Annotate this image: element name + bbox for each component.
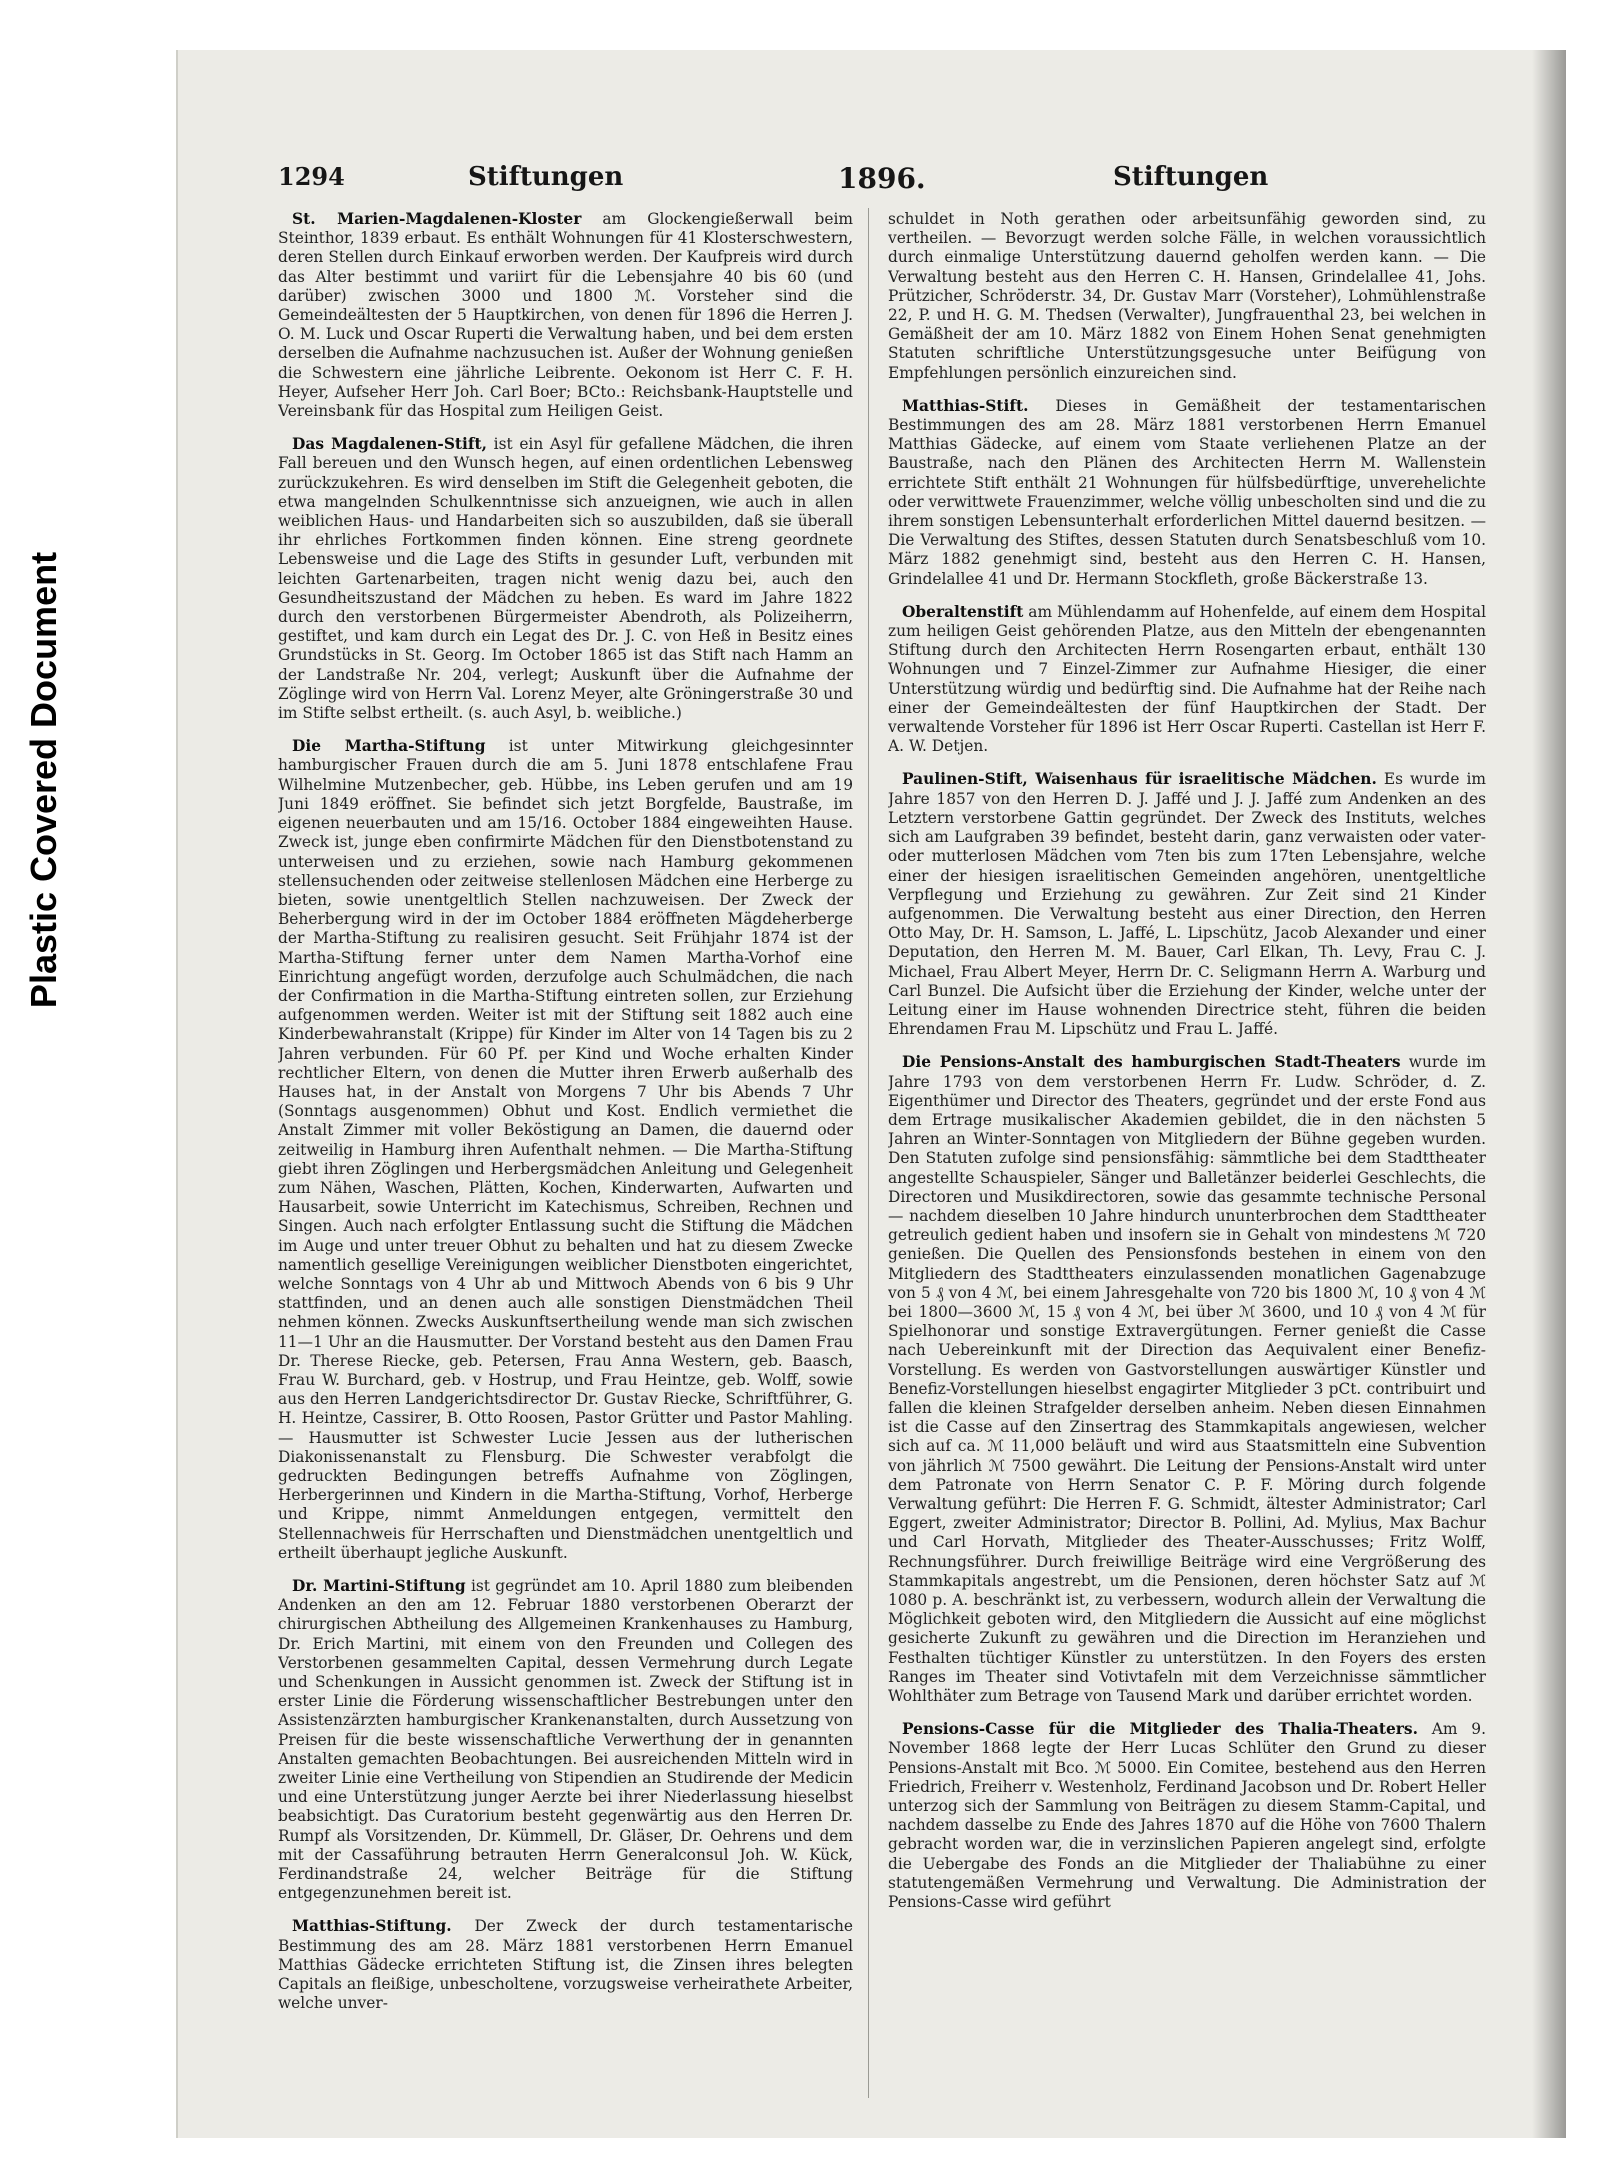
- entry-text: Am 9. November 1868 legte der Herr Lucas Schlüter den Grund zu dieser Pensions-Anstalt mit Bco. ℳ 5000. Ein Comitee, bestehend aus den Herren Friedrich, Freiherr v. Westenholz, Ferdinand Jacobson und Dr. Robert Heller unterzog sich der Sammlung von Beiträgen zu diesem Stamm-Capital, und nachdem dasselbe zu Ende des Jahres 1870 auf die Höhe von 7600 Thalern gebracht worden war, die in verzinslichen Papieren angelegt sind, erfolgte die Uebergabe des Fonds an die Mitglieder der Thaliabühne zu einer statutengemäßen Vermehrung und Verwaltung. Die Administration der Pensions-Casse wird geführt: [888, 1720, 1486, 1912]
- column-divider: [868, 208, 869, 2098]
- entry-title: Die Pensions-Anstalt des hamburgischen Stadt-Theaters: [902, 1053, 1401, 1072]
- running-title-left: Stiftungen: [468, 162, 624, 192]
- entry-text: Dieses in Gemäßheit der testamentarischen Bestimmungen des am 28. März 1881 verstorbenen Herrn Emanuel Matthias Gädecke, auf einem vom Staate verliehenen Platze an der Baustraße, nach den Plänen des Architecten Herrn M. Wallenstein errichtete Stift enthält 21 Wohnungen für hülfsbedürftige, unverehelichte oder verwittwete Frauenzimmer, welche völlig unbescholten sind und die zu ihrem sonstigen Lebensunterhalt erforderlichen Mittel dauernd besitzen. — Die Verwaltung des Stiftes, dessen Statuten durch Senatsbeschluß vom 10. März 1882 genehmigt sind, besteht aus den Herren C. H. Hansen, Grindelallee 41 und Dr. Hermann Stockfleth, große Bäckerstraße 13.: [888, 396, 1486, 588]
- entry-title: Dr. Martini-Stiftung: [292, 1577, 466, 1596]
- entry-title: Paulinen-Stift, Waisenhaus für israelitische Mädchen.: [902, 770, 1377, 789]
- entry-paulinen-stift: [888, 770, 1486, 1039]
- entry-pensions-anstalt-stadt-theater: [888, 1053, 1486, 1706]
- entry-pensions-casse-thalia-theater: [888, 1720, 1486, 1912]
- entry-text: ist unter Mitwirkung gleichgesinnter hamburgischer Frauen durch die am 5. Juni 1878 entschlafene Frau Wilhelmine Mutzenbecher, geb. Hübbe, ins Leben gerufen und am 19 Juni 1849 eröffnet. Sie befindet sich jetzt Borgfelde, Baustraße, im eigenen neuerbauten und am 15/16. October 1884 eingeweihten Hause. Zweck ist, junge eben confirmirte Mädchen für den Dienstbotenstand zu unterweisen und zu erziehen, sowie nach Hamburg gekommenen stellensuchenden oder zeitweise stellenlosen Mädchen eine Herberge zu bieten, sowie unentgeltlich Stellen nachzuweisen. Der Zweck der Beherbergung wird in der im October 1884 eröffneten Mägdeherberge der Martha-Stiftung zu realisiren gesucht. Seit Frühjahr 1874 ist der Martha-Stiftung ferner unter dem Namen Martha-Vorhof eine Einrichtung angefügt worden, derzufolge auch Schulmädchen, die nach der Confirmation in die Martha-Stiftung eintreten sollen, zur Erziehung aufgenommen werden. Weiter ist mit der Stiftung seit 1882 auch eine Kinderbewahranstalt (Krippe) für Kinder im Alter von 14 Tagen bis zu 2 Jahren verbunden. Für 60 Pf. per Kind und Woche erhalten Kinder rechtlicher Eltern, von denen die Mutter ihren Erwerb außerhalb des Hauses hat, in der Anstalt von Morgens 7 Uhr bis Abends 7 Uhr (Sonntags ausgenommen) Obhut und Kost. Endlich vermiethet die Anstalt Zimmer mit voller Beköstigung an Damen, die dauernd oder zeitweilig in Hamburg ihren Aufenthalt nehmen. — Die Martha-Stiftung giebt ihren Zöglingen und Herbergsmädchen Anleitung und Gelegenheit zum Nähen, Waschen, Plätten, Kochen, Kinderwarten, Aufwarten und Hausarbeit, sowie Unterricht im Katechismus, Schreiben, Rechnen und Singen. Auch nach erfolgter Entlassung sucht die Stiftung die Mädchen im Auge und unter treuer Obhut zu behalten und hat zu diesem Zwecke namentlich gesellige Vereinigungen weiblicher Dienstboten eingerichtet, welche Sonntags von 4 Uhr ab und Mittwoch Abends von 6 bis 9 Uhr stattfinden, und an denen auch alle sonstigen Dienstmädchen Theil nehmen können. Zwecks Auskunftsertheilung wende man sich zwischen 11—1 Uhr an die Hausmutter. Der Vorstand besteht aus den Damen Frau Dr. Therese Riecke, geb. Petersen, Frau Anna Western, geb. Baasch, Frau W. Burchard, geb. v Hostrup, und Frau Heintze, geb. Wolff, sowie aus den Herren Landgerichtsdirector Dr. Gustav Riecke, Schriftführer, G. H. Heintze, Cassirer, B. Otto Roosen, Pastor Grütter und Pastor Mahling. — Hausmutter ist Schwester Lucie Jessen aus der lutherischen Diakonissenanstalt zu Flensburg. Die Schwester verabfolgt die gedruckten Bedingungen betreffs Aufnahme von Zöglingen, Herbergerinnen und Kindern in die Martha-Stiftung, Vorhof, Herberge und Krippe, nimmt Anmeldungen entgegen, vermittelt den Stellennachweis für Herrschaften und Dienstmädchen unentgeltlich und ertheilt überhaupt jegliche Auskunft.: [278, 737, 853, 1562]
- entry-matthias-stiftung: [278, 1917, 853, 2013]
- entry-title: St. Marien-Magdalenen-Kloster: [292, 210, 582, 228]
- entry-text: am Glockengießerwall beim Steinthor, 1839 erbaut. Es enthält Wohnungen für 41 Klosterschwestern, deren Stellen durch Einkauf erworben werden. Der Kaufpreis wird durch das Alter bestimmt und variirt für die Lebensjahre 40 bis 60 (und darüber) zwischen 3000 und 1800 ℳ. Vorsteher sind die Gemeindeältesten der 5 Hauptkirchen, von denen für 1896 die Herren J. O. M. Luck und Oscar Ruperti die Verwaltung haben, und bei dem ersten derselben die Aufnahme nachzusuchen ist. Außer der Wohnung genießen die Schwestern eine jährliche Leibrente. Oekonom ist Herr C. F. H. Heyer, Aufseher Herr Joh. Carl Boer; BCto.: Reichsbank-Hauptstelle und Vereinsbank für das Hospital zum Heiligen Geist.: [278, 210, 853, 421]
- entry-text: ist ein Asyl für gefallene Mädchen, die ihren Fall bereuen und den Wunsch hegen, auf einen ordentlichen Lebensweg zurückzukehren. Es wird denselben im Stift die Gelegenheit geboten, die etwa mangelnden Schulkenntnisse sich anzueignen, wie auch in allen weiblichen Haus- und Handarbeiten sich so auszubilden, daß sie überall ihr ehrliches Fortkommen finden können. Eine streng geordnete Lebensweise und die Lage des Stifts in gesunder Luft, verbunden mit leichten Gartenarbeiten, tragen nicht wenig dazu bei, auch den Gesundheitszustand der Mädchen zu heben. Es ward im Jahre 1822 durch den verstorbenen Bürgermeister Abendroth, als Polizeiherrn, gestiftet, und kam durch ein Legat des Dr. J. C. von Heß in Besitz eines Grundstücks in St. Georg. Im October 1865 ist das Stift nach Hamm an der Landstraße Nr. 204, verlegt; Auskunft über die Aufnahme der Zöglinge wird von Herrn Val. Lorenz Meyer, alte Gröningerstraße 30 und im Stifte selbst ertheilt. (s. auch Asyl, b. weibliche.): [278, 435, 853, 723]
- entry-title: Die Martha-Stiftung: [292, 737, 486, 756]
- cover-label: Plastic Covered Document: [23, 551, 64, 1009]
- entry-marien-magdalenen-kloster: [278, 210, 853, 421]
- entry-matthias-stiftung-continued: [888, 210, 1486, 383]
- left-column: [278, 210, 853, 2095]
- entry-text: wurde im Jahre 1793 von dem verstorbenen Herrn Fr. Ludw. Schröder, d. Z. Eigenthümer und Director des Theaters, gegründet und der erste Fond aus dem Ertrage musikalischer Akademien gebildet, die in den nächsten 5 Jahren an Winter-Sonntagen von Mitgliedern der Bühne gegeben wurden. Den Statuten zufolge sind pensionsfähig: sämmtliche bei dem Stadttheater angestellte Schauspieler, Sänger und Balletänzer beiderlei Geschlechts, die Directoren und Musikdirectoren, sowie das gesammte technische Personal — nachdem dieselben 10 Jahre hindurch ununterbrochen dem Stadttheater getreulich gedient haben und insofern sie in Gehalt von mindestens ℳ 720 genießen. Die Quellen des Pensionsfonds bestehen in einem von den Mitgliedern des Stadttheaters einzulassenden monatlichen Gagenabzuge von 5 ₰ von 4 ℳ, bei einem Jahresgehalte von 720 bis 1800 ℳ, 10 ₰ von 4 ℳ bei 1800—3600 ℳ, 15 ₰ von 4 ℳ, bei über ℳ 3600, und 10 ₰ von 4 ℳ für Spielhonorar und sonstige Extravergütungen. Ferner genießt die Casse nach Uebereinkunft mit der Direction das Aequivalent einer Benefiz-Vorstellung. Es werden von Gastvorstellungen auswärtiger Künstler und Benefiz-Vorstellungen hieselbst engagirter Mitglieder 3 pCt. contribuirt und fallen die kleinen Strafgelder derselben anheim. Neben diesen Einnahmen ist die Casse auf den Zinsertrag des Stammkapitals angewiesen, welcher sich auf ca. ℳ 11,000 beläuft und wird aus Staatsmitteln eine Subvention von jährlich ℳ 7500 gewährt. Die Leitung der Pensions-Anstalt wird unter dem Patronate von Herrn Senator C. P. F. Möring durch folgende Verwaltung geführt: Die Herren F. G. Schmidt, ältester Administrator; Carl Eggert, zweiter Administrator; Director B. Pollini, Ad. Mylius, Max Bachur und Carl Horvath, Mitglieder des Theater-Ausschusses; Fritz Wolff, Rechnungsführer. Durch freiwillige Beiträge wird eine Vergrößerung des Stammkapitals angestrebt, um die Pensionen, deren höchster Satz auf ℳ 1080 p. A. beschränkt ist, zu verbessern, wodurch allein der Verwaltung die Möglichkeit geboten wird, den Mitgliedern die Aussicht auf eine möglichst gesicherte Zukunft zu gewähren und die Direction im Heranziehen und Festhalten tüchtiger Künstler zu unterstützen. In den Foyers des ersten Ranges im Theater sind Votivtafeln mit dem Verzeichnisse sämmtlicher Wohlthäter zum Betrage von Tausend Mark und darüber errichtet worden.: [888, 1053, 1486, 1706]
- right-column: [888, 210, 1486, 2110]
- entry-title: Matthias-Stift.: [902, 396, 1029, 415]
- entry-text: Es wurde im Jahre 1857 von den Herren D. J. Jaffé und J. J. Jaffé zum Andenken an des Letztern verstorbene Gattin gegründet. Der Zweck des Instituts, welches sich am Laufgraben 39 befindet, besteht darin, ganz verwaisten oder vater- oder mutterlosen Mädchen vom 7ten bis zum 17ten Lebensjahre, welche einer der hiesigen israelitischen Gemeinden angehören, unentgeltliche Verpflegung und Erziehung zu gewähren. Zur Zeit sind 21 Kinder aufgenommen. Die Verwaltung besteht aus einer Direction, den Herren Otto May, Dr. H. Samson, L. Jaffé, L. Lipschütz, Jacob Alexander und einer Deputation, den Herren M. M. Bauer, Carl Elkan, Th. Levy, Frau C. J. Michael, Frau Albert Meyer, Herrn Dr. C. Seligmann Herrn A. Warburg und Carl Bunzel. Die Aufsicht über die Erziehung der Kinder, welche unter der Leitung einer im Hause wohnenden Directrice steht, führen die beiden Ehrendamen Frau M. Lipschütz und Frau L. Jaffé.: [888, 770, 1486, 1039]
- document-page: [176, 50, 1566, 2138]
- running-title-right: Stiftungen: [1113, 162, 1269, 192]
- page-number: 1294: [278, 162, 345, 191]
- entry-title: Matthias-Stiftung.: [292, 1917, 452, 1936]
- year-heading: 1896.: [838, 162, 926, 195]
- entry-text: ist gegründet am 10. April 1880 zum bleibenden Andenken an den am 12. Februar 1880 verstorbenen Oberarzt der chirurgischen Abtheilung des Allgemeinen Krankenhauses zu Hamburg, Dr. Erich Martini, mit einem von den Freunden und Collegen des Verstorbenen gesammelten Capital, dessen Vermehrung durch Legate und Schenkungen in Aussicht genommen ist. Zweck der Stiftung ist in erster Linie die Förderung wissenschaftlicher Bestrebungen unter den Assistenzärzten hamburgischer Krankenanstalten, durch Aussetzung von Preisen für die beste wissenschaftliche Verwerthung der in genannten Anstalten gemachten Beobachtungen. Bei ausreichenden Mitteln wird in zweiter Linie eine Vertheilung von Stipendien an Studirende der Medicin und eine Unterstützung junger Aerzte bei ihrer Niederlassung hieselbst beabsichtigt. Das Curatorium besteht gegenwärtig aus den Herren Dr. Rumpf als Vorsitzenden, Dr. Kümmell, Dr. Gläser, Dr. Oehrens und dem mit der Cassaführung betrauten Herrn Generalconsul Joh. W. Kück, Ferdinandstraße 24, welcher Beiträge für die Stiftung entgegenzunehmen bereit ist.: [278, 1577, 853, 1903]
- entry-magdalenen-stift: [278, 435, 853, 723]
- entry-oberaltenstift: [888, 603, 1486, 757]
- entry-text: am Mühlendamm auf Hohenfelde, auf einem dem Hospital zum heiligen Geist gehörenden Platze, aus den Mitteln der ebengenannten Stiftung durch den Architecten Herrn Rosengarten erbaut, enthält 130 Wohnungen und 7 Einzel-Zimmer zur Aufnahme Hiesiger, die einer Unterstützung würdig und bedürftig sind. Die Aufnahme hat der Reihe nach einer der Gemeindeältesten der fünf Hauptkirchen der Stadt. Der verwaltende Vorsteher für 1896 ist Herr Oscar Ruperti. Castellan ist Herr F. A. W. Detjen.: [888, 602, 1486, 756]
- entry-title: Oberaltenstift: [902, 602, 1024, 621]
- entry-title: Das Magdalenen-Stift,: [292, 435, 487, 454]
- entry-text: schuldet in Noth gerathen oder arbeitsunfähig geworden sind, zu vertheilen. — Bevorzugt werden solche Fälle, in welchen voraussichtlich durch einmalige Unterstützung dauernd geholfen werden kann. — Die Verwaltung besteht aus den Herren C. H. Hansen, Grindelallee 41, Johs. Prützicher, Schröderstr. 34, Dr. Gustav Marr (Vorsteher), Lohmühlenstraße 22, P. und H. G. M. Thedsen (Verwalter), Jungfrauenthal 23, bei welchen in Gemäßheit der am 10. März 1882 von Einem Hohen Senat genehmigten Statuten schriftliche Unterstützungsgesuche unter Beifügung von Empfehlungen persönlich einzureichen sind.: [888, 210, 1486, 382]
- entry-matthias-stift: [888, 397, 1486, 589]
- entry-martha-stiftung: [278, 737, 853, 1563]
- cover-label-strip: [0, 0, 88, 2177]
- entry-text: Der Zweck der durch testamentarische Bestimmung des am 28. März 1881 verstorbenen Herrn Emanuel Matthias Gädecke errichteten Stiftung ist, die Zinsen ihres belegten Capitals an fleißige, unbescholtene, vorzugsweise verheirathete Arbeiter, welche unver-: [278, 1917, 853, 2013]
- entry-title: Pensions-Casse für die Mitglieder des Thalia-Theaters.: [902, 1720, 1418, 1739]
- entry-martini-stiftung: [278, 1577, 853, 1903]
